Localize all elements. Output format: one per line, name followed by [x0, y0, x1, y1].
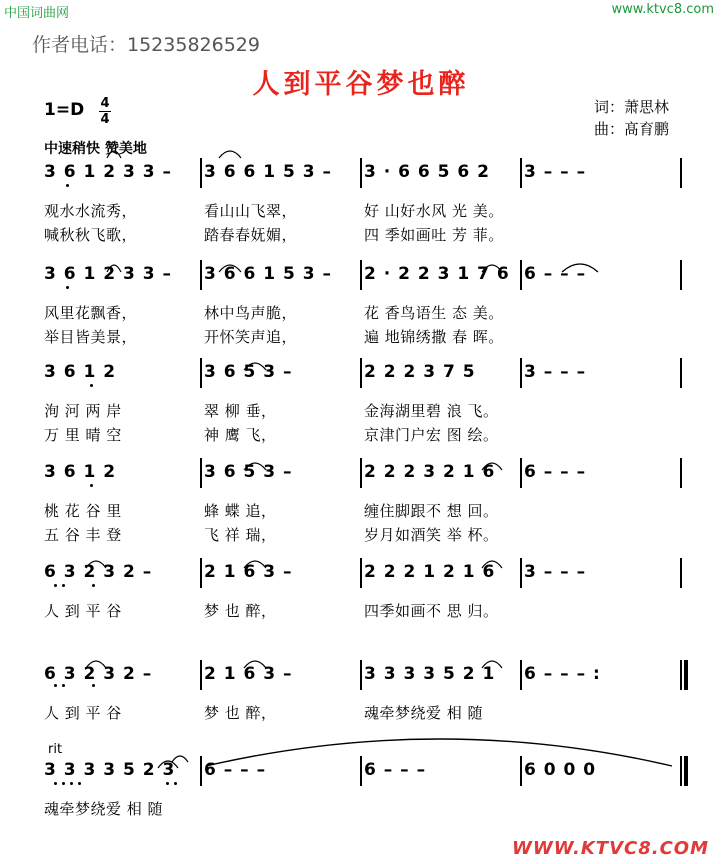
lyric-verse1: 人 到 平 谷: [44, 602, 122, 620]
measure-notes: 3 6 1 2: [44, 362, 117, 382]
lyric-verse1: 林中鸟声脆，: [204, 304, 298, 322]
measure-notes: 3 – – –: [524, 562, 587, 582]
time-bottom: 4: [100, 112, 110, 127]
watermark: WWW.KTVC8.COM: [512, 838, 709, 859]
lyric-verse2: 岁月如酒笑 举 杯。: [364, 526, 499, 544]
measure-notes: 3 3 3 3 5 2 1: [364, 664, 496, 684]
lyric-verse2: 京津门户宏 图 绘。: [364, 426, 499, 444]
lyric-verse2: 五 谷 丰 登: [44, 526, 122, 544]
slur-mark: [482, 661, 502, 668]
measure-notes: 6 – – –: [524, 264, 587, 284]
lyric-verse1: 梦 也 醉，: [204, 602, 277, 620]
measure-notes: 2 1 6 3 –: [204, 562, 293, 582]
measure-notes: 6 – – –: [204, 760, 267, 780]
measure-notes: 3 6 5 3 –: [204, 462, 293, 482]
measure-notes: 3 – – –: [524, 362, 587, 382]
measure-notes: 3 · 6 6 5 6 2: [364, 162, 490, 182]
lyric-verse1: 看山山飞翠，: [204, 202, 298, 220]
lyric-verse1: 梦 也 醉，: [204, 704, 277, 722]
time-top: 4: [100, 96, 110, 111]
author-phone: 作者电话：15235826529: [32, 34, 260, 56]
lyric-verse1: 观水水流秀，: [44, 202, 138, 220]
measure-notes: 2 2 2 3 7 5: [364, 362, 476, 382]
long-tie: [206, 739, 672, 766]
lyric-verse1: 缠住脚跟不 想 回。: [364, 502, 499, 520]
song-title: 人到平谷梦也醉: [252, 69, 470, 100]
site-name-left: 中国词曲网: [4, 6, 70, 21]
lyric-verse2: 神 鹰 飞，: [204, 426, 277, 444]
fermata-arc: [172, 756, 188, 762]
lyric-verse2: 飞 祥 瑞，: [204, 526, 277, 544]
lyric-verse1: 人 到 平 谷: [44, 704, 122, 722]
measure-notes: 3 3 3 3 5 2 3: [44, 760, 176, 780]
slur-mark: [482, 561, 502, 568]
measure-notes: 2 2 2 1 2 1 6: [364, 562, 496, 582]
measure-notes: 3 6 5 3 –: [204, 362, 293, 382]
lyric-verse2: 遍 地锦绣撒 春 晖。: [364, 328, 504, 346]
measure-notes: 6 3 2 3 2 –: [44, 664, 153, 684]
measure-notes: 6 3 2 3 2 –: [44, 562, 153, 582]
slur-mark: [482, 265, 502, 272]
lyric-verse1: 洵 河 两 岸: [44, 402, 122, 420]
slur-mark: [86, 661, 106, 668]
tempo-marking: 中速稍快 赞美地: [44, 141, 147, 157]
lyric-verse2: 举目皆美景，: [44, 328, 138, 346]
lyric-verse1: 蜂 蝶 追，: [204, 502, 277, 520]
measure-notes: 3 6 1 2 3 3 –: [44, 264, 172, 284]
lyric-verse1: 魂牵梦绕爱 相 随: [364, 704, 484, 722]
lyric-verse2: 四 季如画吐 芳 菲。: [364, 226, 504, 244]
slur-mark: [244, 463, 266, 470]
lyric-verse2: 开怀笑声追，: [204, 328, 298, 346]
slur-mark: [219, 151, 241, 158]
measure-notes: 6 – – –: [364, 760, 427, 780]
lyric-verse2: 喊秋秋飞歌，: [44, 226, 138, 244]
key-signature: 1=D: [44, 100, 85, 120]
measure-notes: 6 0 0 0: [524, 760, 597, 780]
lyric-verse1: 金海湖里碧 浪 飞。: [364, 402, 499, 420]
lyric-verse1: 四季如画不 思 归。: [364, 602, 499, 620]
slur-mark: [244, 561, 266, 568]
ritardando-marking: rit: [48, 742, 63, 757]
slur-mark: [562, 264, 598, 272]
measure-notes: 2 2 2 3 2 1 6: [364, 462, 496, 482]
composer-credit: 曲：髙育鹏: [594, 120, 670, 138]
lyric-verse1: 风里花飘香，: [44, 304, 138, 322]
measure-notes: 3 – – –: [524, 162, 587, 182]
lyric-verse1: 好 山好水风 光 美。: [364, 202, 504, 220]
lyric-verse1: 魂牵梦绕爱 相 随: [44, 800, 164, 818]
measure-notes: 3 6 6 1 5 3 –: [204, 162, 332, 182]
lyric-verse1: 桃 花 谷 里: [44, 502, 122, 520]
measure-notes: 2 1 6 3 –: [204, 664, 293, 684]
slur-mark: [244, 661, 266, 668]
measure-notes: 6 – – – :: [524, 664, 601, 684]
lyricist-credit: 词：萧思林: [594, 98, 670, 116]
lyric-verse1: 翠 柳 垂，: [204, 402, 277, 420]
slur-mark: [482, 463, 502, 470]
site-url-right: www.ktvc8.com: [611, 2, 714, 17]
slur-mark: [107, 151, 121, 158]
measure-notes: 6 – – –: [524, 462, 587, 482]
lyric-verse2: 踏春春妩媚，: [204, 226, 298, 244]
slur-mark: [107, 265, 121, 272]
measure-notes: 2 · 2 2 3 1 7 6: [364, 264, 510, 284]
lyric-verse2: 万 里 晴 空: [44, 426, 122, 444]
slur-mark: [158, 761, 178, 768]
lyric-verse1: 花 香鸟语生 态 美。: [364, 304, 504, 322]
measure-notes: 3 6 1 2 3 3 –: [44, 162, 172, 182]
measure-notes: 3 6 1 2: [44, 462, 117, 482]
slur-mark: [86, 561, 106, 568]
slur-mark: [244, 363, 266, 370]
measure-notes: 3 6 6 1 5 3 –: [204, 264, 332, 284]
slur-mark: [219, 265, 241, 272]
